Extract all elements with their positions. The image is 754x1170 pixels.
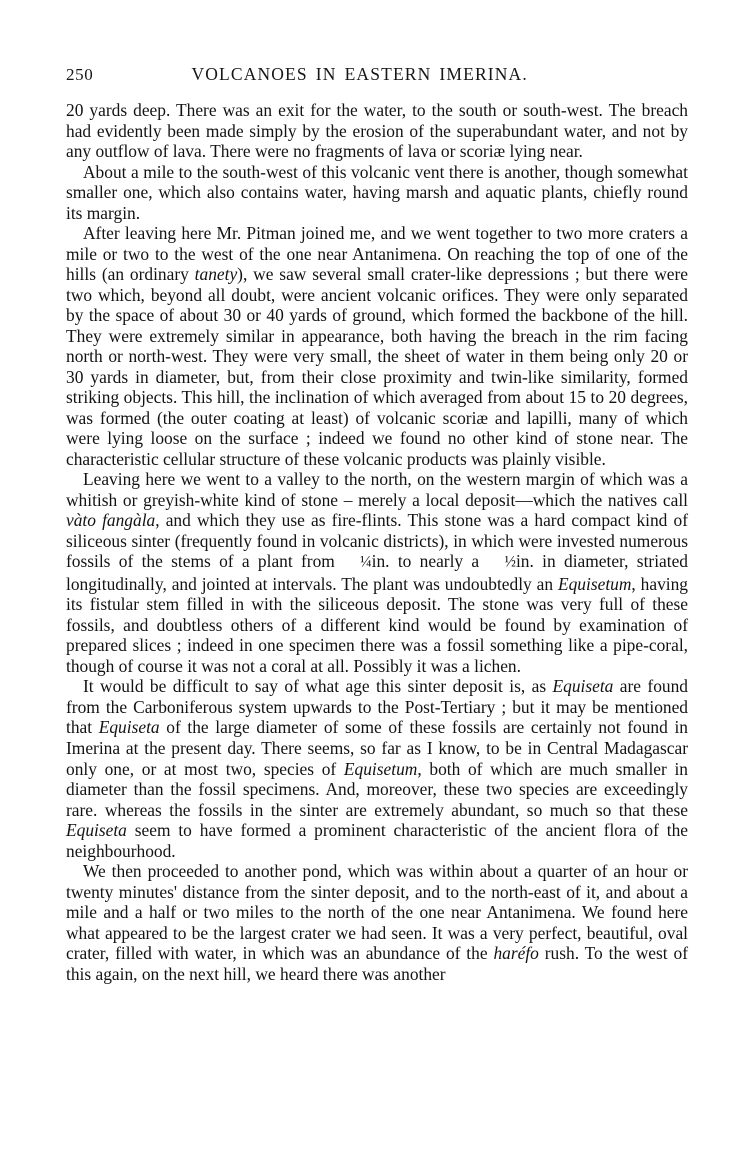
italic-term: Equiseta bbox=[66, 820, 127, 841]
paragraph-4 bbox=[66, 469, 688, 676]
vulgar-fraction: ½ bbox=[504, 554, 516, 572]
paragraph-5 bbox=[66, 676, 688, 861]
paragraph-4-text: Leaving here we went to a valley to the north, on the western margin of which was a whitish or greyish-white kind of stone – merely a local deposit—which the natives call vàto fangàla, and which they use as fire-flints. This stone was a hard compact kind of siliceous sinter (frequently found in volcanic districts), in which were invested numerous fossils of the stems of a plant from ¼in. to nearly a ½in. in diameter, striated longitudinally, and jointed at intervals. The plant was undoubtedly an Equisetum, having its fistular stem filled in with the siliceous deposit. The stone was very full of these fossils, and doubtless others of a different kind would be found by examination of prepared slices ; indeed in one specimen there was a fossil something like a pipe-coral, though of course it was not a coral at all. Possibly it was a lichen. bbox=[66, 469, 688, 676]
paragraph-3 bbox=[66, 223, 688, 469]
page-folio-number: 250 bbox=[66, 65, 94, 84]
body-text-column bbox=[66, 100, 688, 984]
paragraph-2-text: About a mile to the south-west of this volcanic vent there is another, though somewhat smaller one, which also contains water, having marsh and aquatic plants, chiefly round its margin. bbox=[66, 161, 688, 223]
running-title: VOLCANOES IN EASTERN IMERINA. bbox=[191, 64, 528, 84]
vulgar-fraction: ¼ bbox=[360, 554, 372, 572]
paragraph-3-text: After leaving here Mr. Pitman joined me, and we went together to two more craters a mile or two to the west of the one near Antanimena. On reaching the top of one of the hills (an ordinary tanety), we saw several small crater-like depressions ; but there were two which, beyond all doubt, were ancient volcanic orifices. They were only separated by the space of about 30 or 40 yards of ground, which formed the backbone of the hill. They were extremely similar in appearance, both having the breach in the rim facing north or north-west. They were very small, the sheet of water in them being only 20 or 30 yards in diameter, but, from their close proximity and twin-like similarity, formed striking objects. This hill, the inclination of which averaged from about 15 to 20 degrees, was formed (the outer coating at least) of volcanic scoriæ and lapilli, many of which were lying loose on the surface ; indeed we found no other kind of stone near. The characteristic cellular structure of these volcanic products was plainly visible. bbox=[66, 223, 688, 469]
paragraph-1-text: 20 yards deep. There was an exit for the water, to the south or south-west. The breach had evidently been made simply by the erosion of the superabundant water, and not by any outflow of lava. There were no fragments of lava or scoriæ lying near. bbox=[66, 100, 688, 162]
paragraph-6-text: We then proceeded to another pond, which was within about a quarter of an hour or twenty minutes' distance from the sinter deposit, and to the north-east of it, and about a mile and a half or two miles to the north of the one near Antanimena. We found here what appeared to be the largest crater we had seen. It was a very perfect, beautiful, oval crater, filled with water, in which was an abundance of the haréfo rush. To the west of this again, on the next hill, we heard there was another bbox=[66, 861, 688, 984]
paragraph-6 bbox=[66, 861, 688, 984]
italic-term: Equisetum bbox=[343, 758, 418, 779]
italic-term: tanety bbox=[194, 264, 238, 285]
italic-term: Equisetum bbox=[557, 573, 632, 594]
paragraph-1 bbox=[66, 100, 688, 162]
italic-term: Equiseta bbox=[552, 676, 614, 697]
paragraph-2 bbox=[66, 162, 688, 224]
paragraph-5-text: It would be difficult to say of what age this sinter deposit is, as Equiseta are found from the Carboniferous system upwards to the Post-Tertiary ; but it may be mentioned that Equiseta of the large diameter of some of these fossils are certainly not found in Imerina at the present day. There seems, so far as I know, to be in Central Madagascar only one, or at most two, species of Equisetum, both of which are much smaller in diameter than the fossil specimens. And, moreover, these two species are exceedingly rare. whereas the fossils in the sinter are extremely abundant, so much so that these Equiseta seem to have formed a prominent characteristic of the ancient flora of the neighbourhood. bbox=[66, 676, 688, 861]
italic-term: vàto fangàla bbox=[66, 510, 156, 531]
italic-term: Equiseta bbox=[98, 717, 160, 738]
running-head bbox=[66, 64, 688, 88]
italic-term: haréfo bbox=[493, 943, 539, 964]
